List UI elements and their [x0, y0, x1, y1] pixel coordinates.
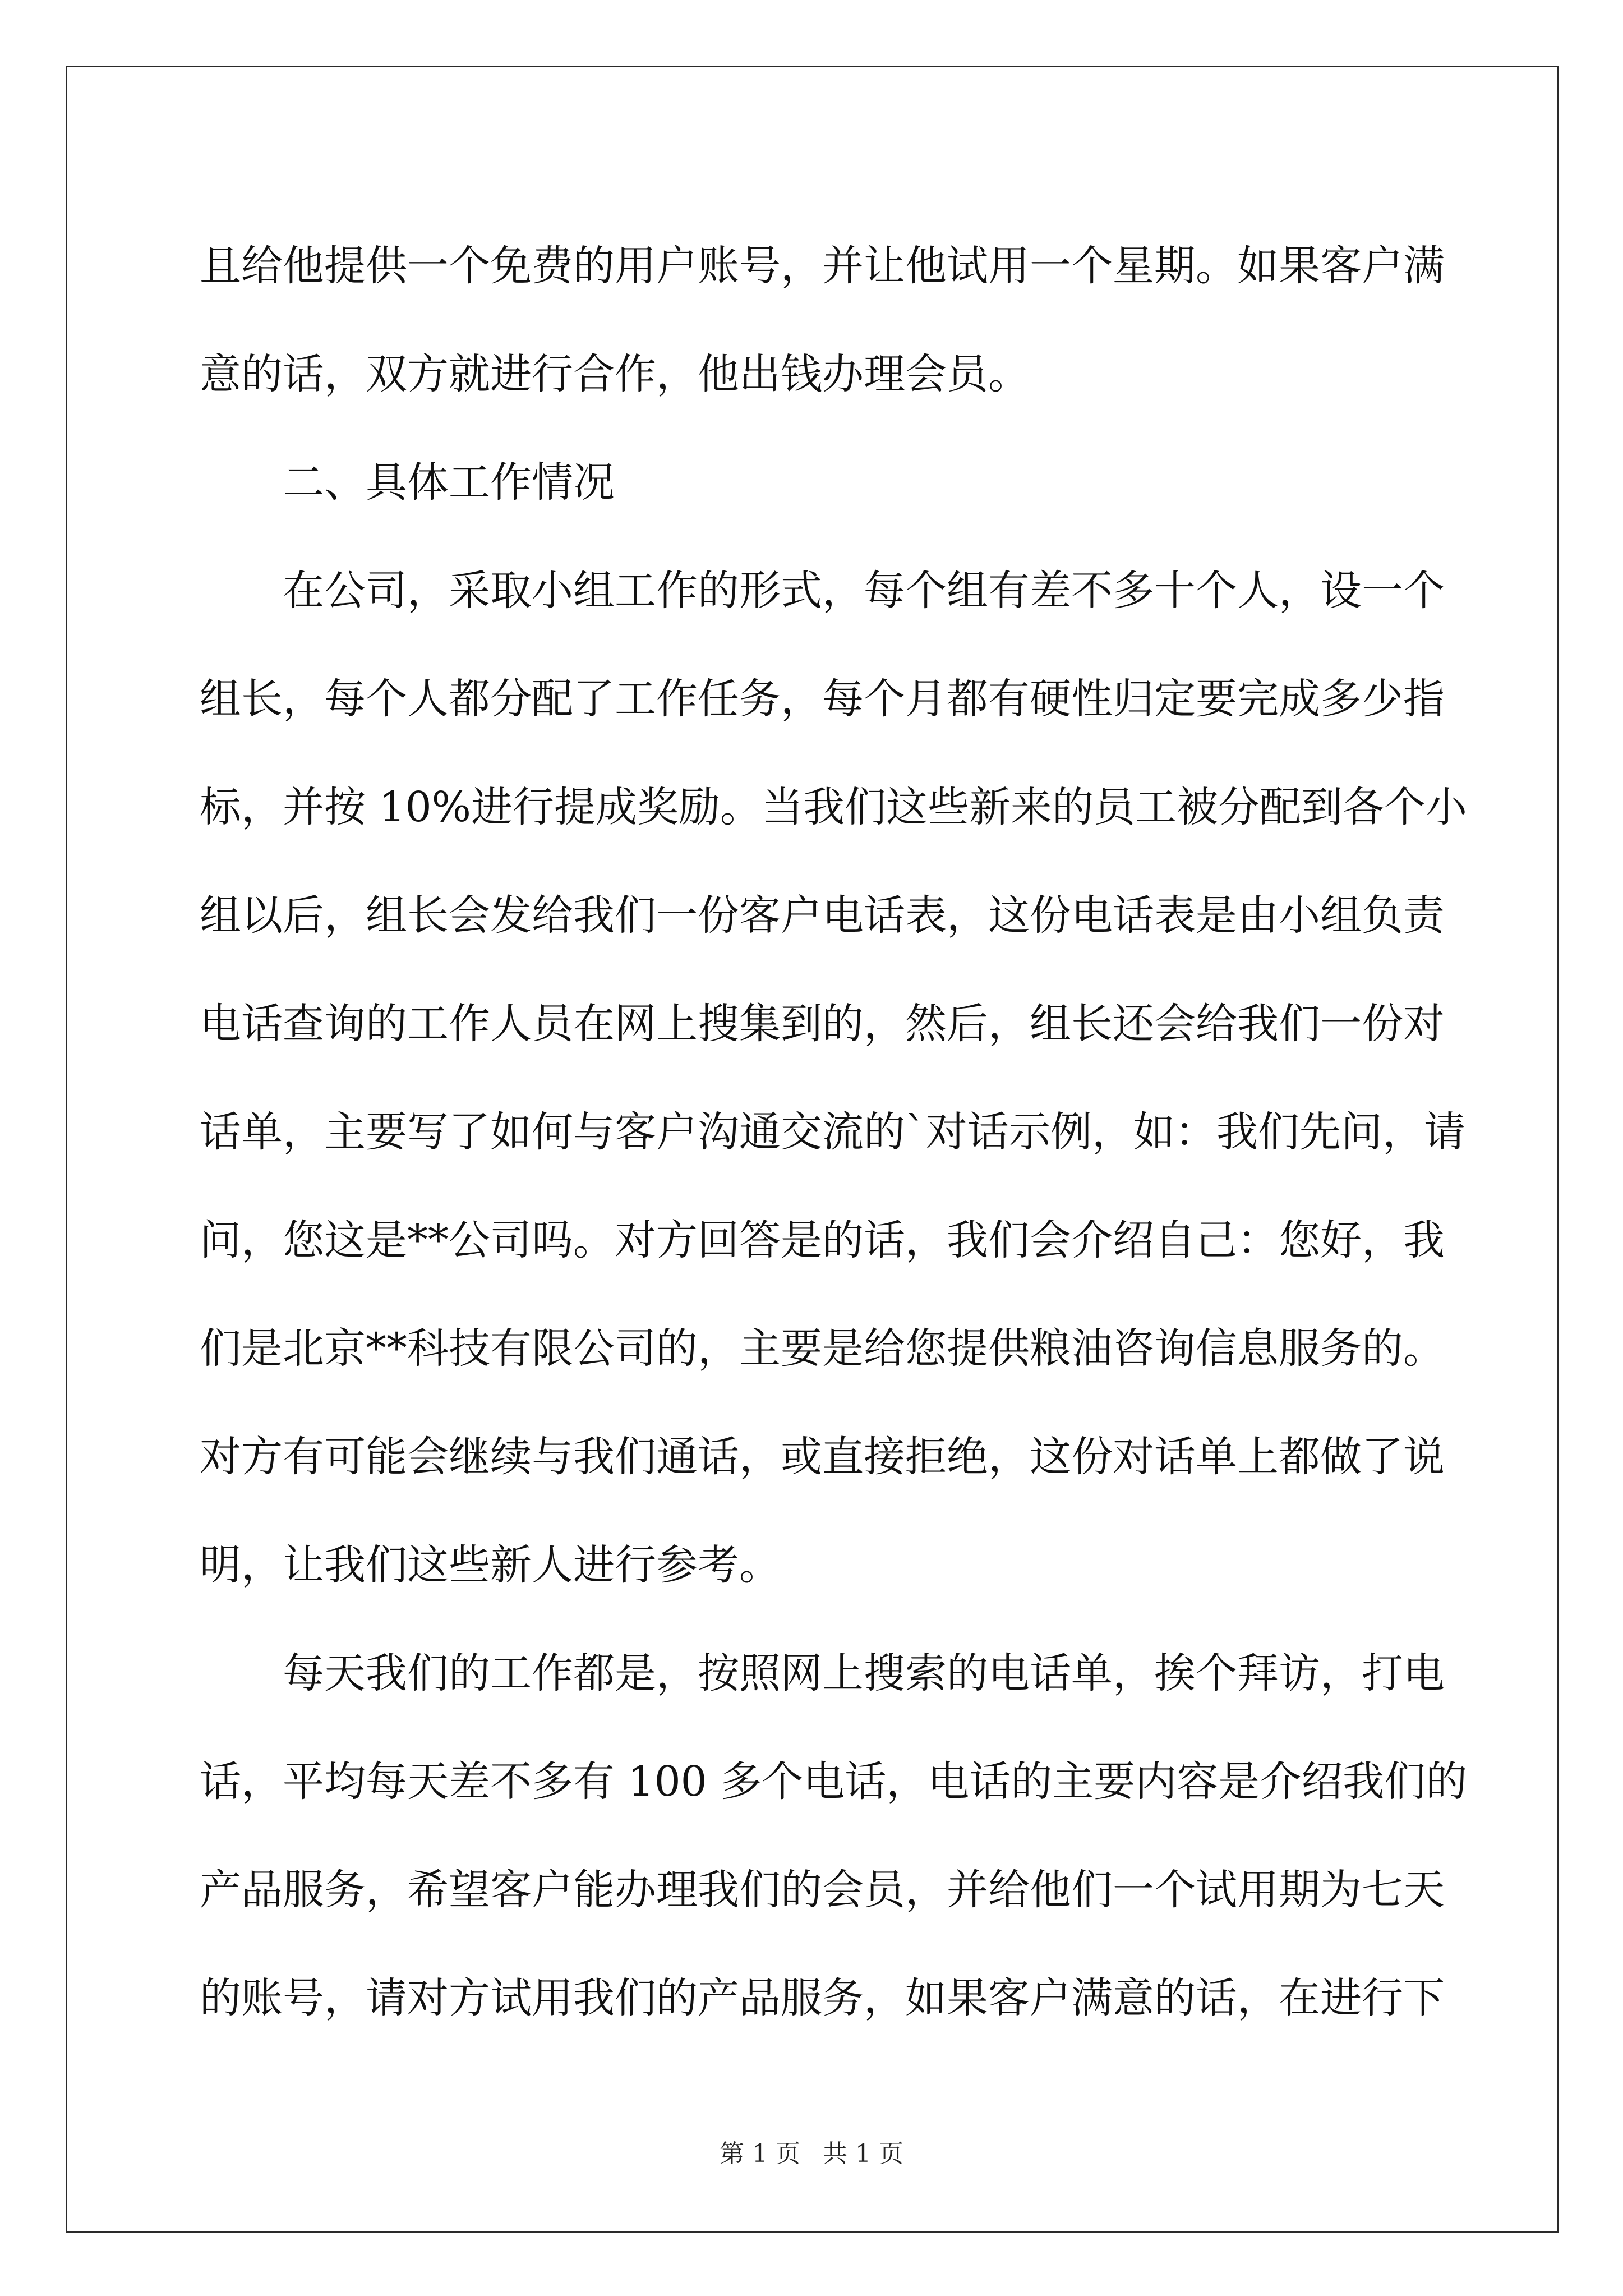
- text-line: 产品服务，希望客户能办理我们的会员，并给他们一个试用期为七天: [200, 1866, 1445, 1914]
- text-line: 组以后，组长会发给我们一份客户电话表，这份电话表是由小组负责: [200, 891, 1445, 940]
- text-line: 在公司，采取小组工作的形式，每个组有差不多十个人，设一个: [283, 567, 1445, 615]
- text-line: 电话查询的工作人员在网上搜集到的，然后，组长还会给我们一份对: [200, 1000, 1445, 1048]
- text-line: 的账号，请对方试用我们的产品服务，如果客户满意的话，在进行下: [200, 1974, 1445, 2022]
- text-line: 意的话，双方就进行合作，他出钱办理会员。: [200, 350, 1030, 398]
- section-heading: 二、具体工作情况: [283, 458, 615, 507]
- text-line: 话，平均每天差不多有 100 多个电话，电话的主要内容是介绍我们的: [200, 1757, 1468, 1806]
- document-body: [200, 212, 1468, 2053]
- text-line: 们是北京**科技有限公司的，主要是给您提供粮油咨询信息服务的。: [200, 1324, 1445, 1373]
- text-line: 标，并按 10%进行提成奖励。当我们这些新来的员工被分配到各个小: [200, 783, 1467, 831]
- page-footer: [0, 2137, 1623, 2171]
- text-line: 对方有可能会继续与我们通话，或直接拒绝，这份对话单上都做了说: [200, 1433, 1445, 1481]
- text-line: 组长，每个人都分配了工作任务，每个月都有硬性归定要完成多少指: [200, 675, 1445, 723]
- page-number: 第 1 页: [720, 2139, 800, 2168]
- text-line: 话单，主要写了如何与客户沟通交流的`对话示例，如：我们先问，请: [200, 1108, 1465, 1156]
- text-line: 明，让我们这些新人进行参考。: [200, 1541, 781, 1589]
- text-line: 且给他提供一个免费的用户账号，并让他试用一个星期。如果客户满: [200, 242, 1445, 290]
- page-total: 共 1 页: [823, 2139, 903, 2168]
- text-line: 每天我们的工作都是，按照网上搜索的电话单，挨个拜访，打电: [283, 1649, 1445, 1697]
- text-line: 问，您这是**公司吗。对方回答是的话，我们会介绍自己：您好，我: [200, 1216, 1445, 1264]
